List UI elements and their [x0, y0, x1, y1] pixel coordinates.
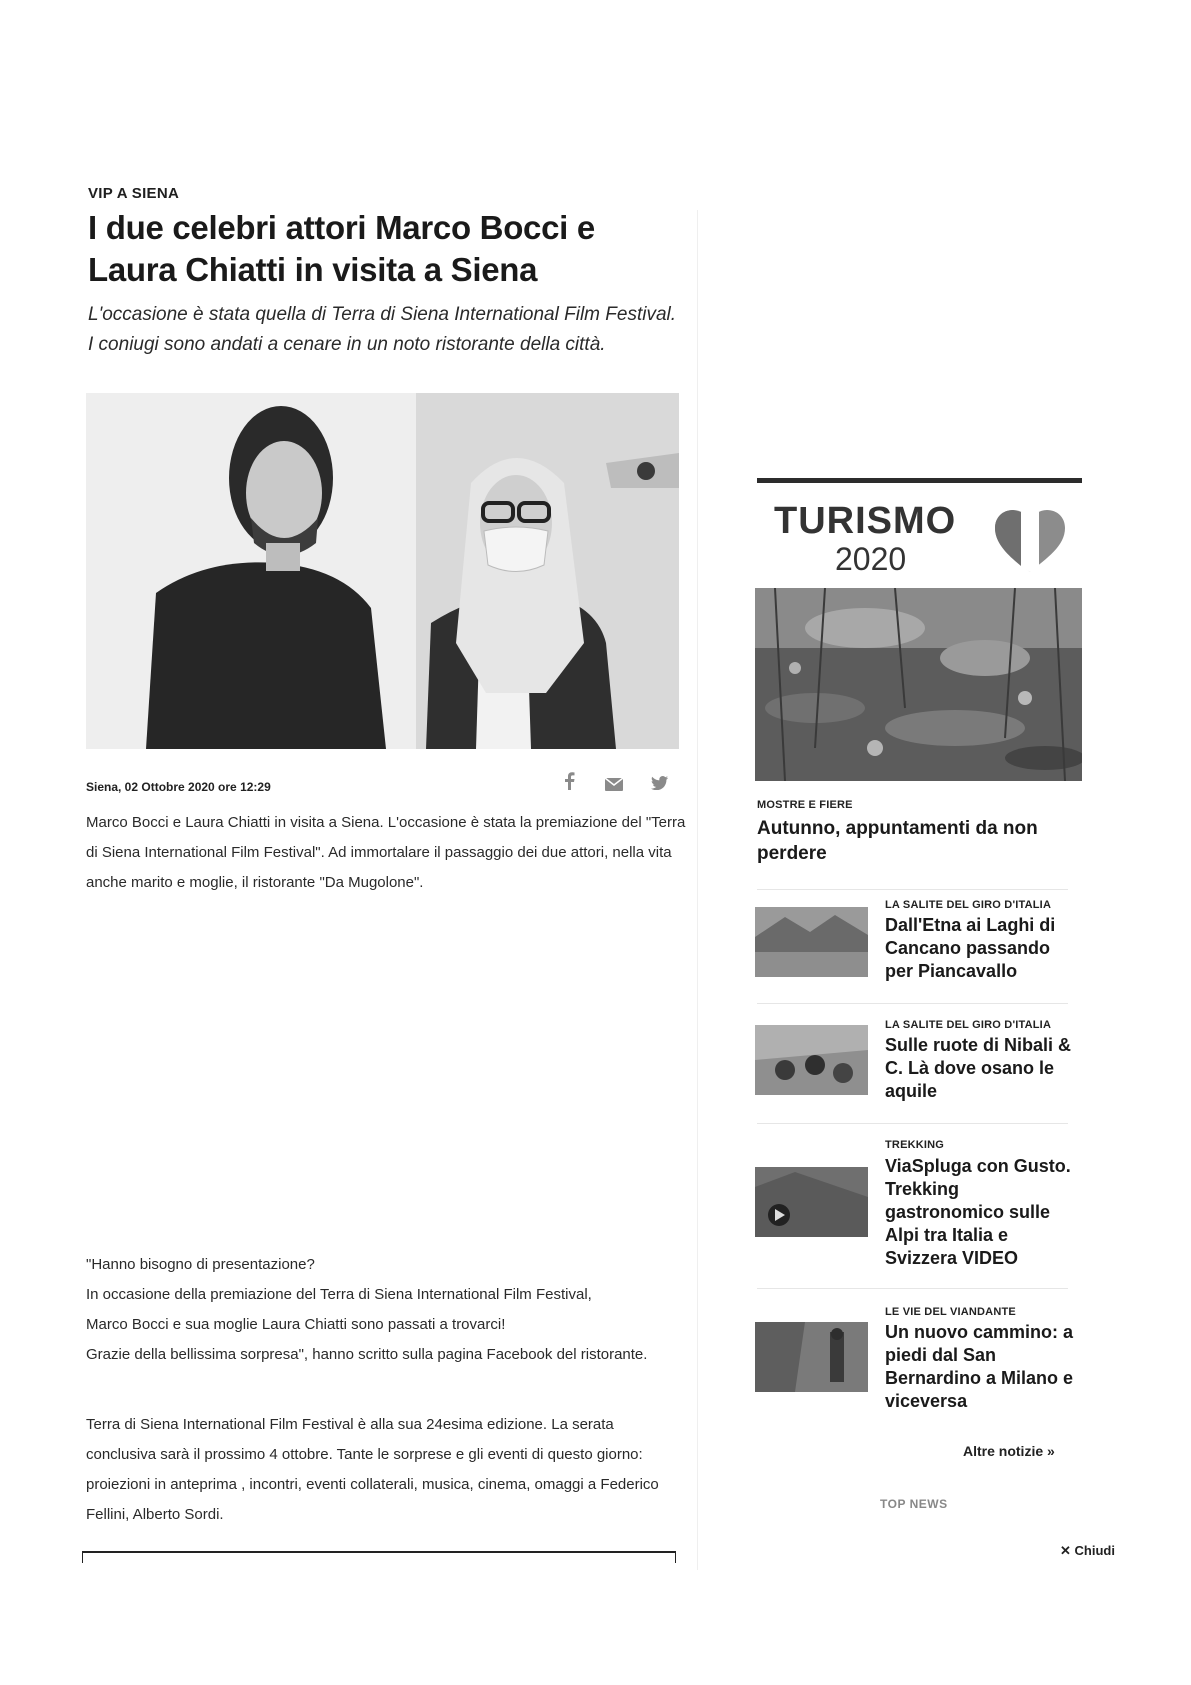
- quote-line: In occasione della premiazione del Terra di Siena International Film Festival,: [86, 1286, 592, 1303]
- news-kicker: LE VIE DEL VIANDANTE: [885, 1306, 1016, 1318]
- news-title[interactable]: Sulle ruote di Nibali & C. Là dove osano le aquile: [885, 1035, 1072, 1101]
- ad-painting-image[interactable]: [755, 588, 1082, 781]
- heart-icon: [993, 508, 1067, 574]
- ad-turismo-word[interactable]: TURISMO: [774, 500, 957, 542]
- article-date: Siena, 02 Ottobre 2020 ore 12:29: [86, 780, 271, 794]
- article-bottom-frame: [82, 1551, 676, 1563]
- separator: [757, 889, 1068, 890]
- article-subtitle: L'occasione è stata quella di Terra di Siena International Film Festival. I coniugi sono andati a cenare in un noto ristorante della città.: [88, 304, 677, 355]
- facebook-icon[interactable]: [563, 772, 575, 795]
- featured-kicker: MOSTRE E FIERE: [757, 799, 853, 811]
- news-kicker: LA SALITE DEL GIRO D'ITALIA: [885, 1019, 1052, 1031]
- more-news-link[interactable]: Altre notizie »: [963, 1443, 1055, 1459]
- featured-title[interactable]: Autunno, appuntamenti da non perdere: [757, 818, 1038, 864]
- facebook-quote: [86, 1250, 686, 1370]
- email-icon[interactable]: [605, 776, 623, 796]
- news-title[interactable]: Un nuovo cammino: a piedi dal San Bernardino a Milano e viceversa: [885, 1322, 1074, 1411]
- ad-top-rule: [757, 478, 1082, 483]
- column-divider: [697, 210, 698, 1570]
- quote-line: "Hanno bisogno di presentazione?: [86, 1256, 315, 1273]
- news-title[interactable]: ViaSpluga con Gusto. Trekking gastronomico sulle Alpi tra Italia e Svizzera VIDEO: [885, 1156, 1071, 1268]
- article-kicker: VIP A SIENA: [88, 185, 180, 202]
- separator: [757, 1003, 1068, 1004]
- article-paragraph: Marco Bocci e Laura Chiatti in visita a Siena. L'occasione è stata la premiazione del "Terra di Siena International Film Festival". Ad immortalare il passaggio dei due attori, nella vita anche marito e moglie, il ristorante "Da Mugolone".: [86, 814, 686, 891]
- quote-line: Marco Bocci e sua moglie Laura Chiatti sono passati a trovarci!: [86, 1316, 506, 1333]
- news-thumbnail[interactable]: [755, 907, 868, 977]
- separator: [757, 1123, 1068, 1124]
- top-news-label: TOP NEWS: [880, 1497, 948, 1511]
- news-thumbnail[interactable]: [755, 1025, 868, 1095]
- news-kicker: LA SALITE DEL GIRO D'ITALIA: [885, 899, 1052, 911]
- news-kicker: TREKKING: [885, 1139, 945, 1151]
- close-button[interactable]: ✕ Chiudi: [1060, 1543, 1115, 1558]
- quote-line: Grazie della bellissima sorpresa", hanno scritto sulla pagina Facebook del ristorante.: [86, 1346, 648, 1363]
- twitter-icon[interactable]: [651, 775, 668, 795]
- article-title: I due celebri attori Marco Bocci e Laura Chiatti in visita a Siena: [88, 209, 595, 288]
- article-photo: [86, 393, 679, 749]
- news-title[interactable]: Dall'Etna ai Laghi di Cancano passando per Piancavallo: [885, 915, 1056, 981]
- news-thumbnail[interactable]: [755, 1322, 868, 1392]
- separator: [757, 1288, 1068, 1289]
- ad-turismo-year[interactable]: 2020: [835, 541, 907, 577]
- article-paragraph: Terra di Siena International Film Festival è alla sua 24esima edizione. La serata conclusiva sarà il prossimo 4 ottobre. Tante le sorprese e gli eventi di questo giorno: proiezioni in anteprima , incontri, eventi collaterali, musica, cinema, omaggi a Federico Fellini, Alberto Sordi.: [86, 1416, 659, 1523]
- news-thumbnail[interactable]: [755, 1167, 868, 1237]
